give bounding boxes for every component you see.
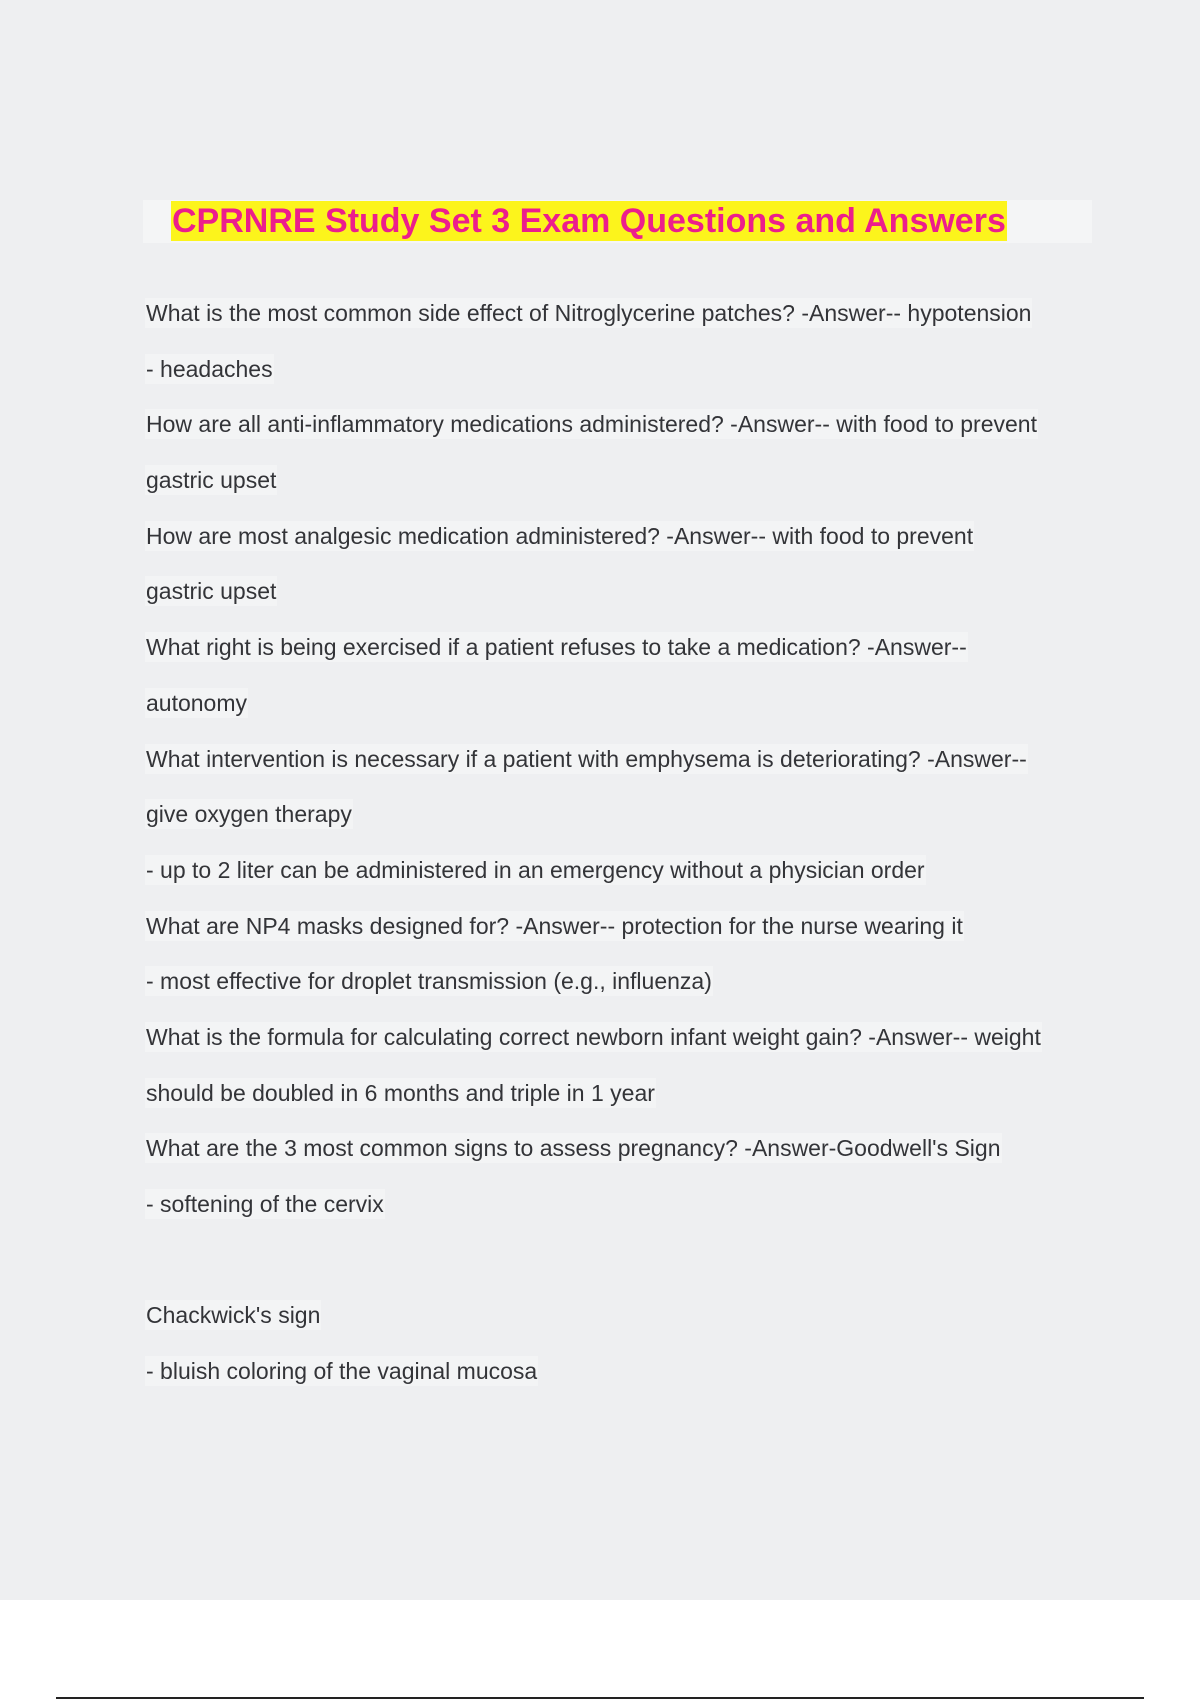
line-text: Chackwick's sign: [146, 1302, 321, 1329]
line-text: give oxygen therapy: [146, 801, 352, 828]
line-text: gastric upset: [146, 467, 277, 494]
text-line: [145, 1129, 1095, 1185]
text-line: [145, 962, 1095, 1018]
line-text: - softening of the cervix: [146, 1191, 384, 1217]
footer-divider: [56, 1697, 1144, 1699]
line-text: gastric upset: [146, 578, 277, 605]
text-line: [145, 1074, 1095, 1130]
text-line: [145, 1018, 1095, 1074]
line-text: How are most analgesic medication administered? -Answer-- with food to prevent: [146, 522, 974, 549]
text-line: [145, 684, 1095, 740]
text-line: [145, 350, 1095, 406]
text-line: [145, 517, 1095, 573]
line-text: should be doubled in 6 months and triple in 1 year: [146, 1079, 655, 1106]
text-line: [145, 461, 1095, 517]
line-text: - up to 2 liter can be administered in an emergency without a physician order: [146, 856, 925, 883]
line-text: What right is being exercised if a patient refuses to take a medication? -Answer--: [146, 634, 967, 661]
text-line: [145, 851, 1095, 907]
blank-line: [145, 1241, 1095, 1297]
line-text: What is the formula for calculating correct newborn infant weight gain? -Answer-- weight: [146, 1023, 1041, 1050]
line-text: - most effective for droplet transmission (e.g., influenza): [146, 968, 712, 995]
text-line: [145, 1185, 1095, 1241]
line-text: What are NP4 masks designed for? -Answer-- protection for the nurse wearing it: [146, 912, 963, 939]
text-line: [145, 628, 1095, 684]
text-line: [145, 1352, 1095, 1408]
line-text: What are the 3 most common signs to assess pregnancy? -Answer-Goodwell's Sign: [146, 1135, 1001, 1162]
text-line: [145, 405, 1095, 461]
text-line: [145, 1296, 1095, 1352]
line-text: - bluish coloring of the vaginal mucosa: [146, 1358, 538, 1385]
text-line: [145, 572, 1095, 628]
text-line: [145, 907, 1095, 963]
line-text: What intervention is necessary if a patient with emphysema is deteriorating? -Answer--: [146, 745, 1027, 772]
document-title: CPRNRE Study Set 3 Exam Questions and Answers: [172, 202, 1006, 240]
line-text: What is the most common side effect of Nitroglycerine patches? -Answer-- hypotension: [146, 300, 1032, 326]
qa-list: [145, 294, 1095, 1408]
text-line: [145, 294, 1095, 350]
line-text: How are all anti-inflammatory medications administered? -Answer-- with food to prevent: [146, 411, 1037, 438]
text-line: [145, 795, 1095, 851]
line-text: autonomy: [146, 689, 248, 716]
text-line: [145, 740, 1095, 796]
line-text: - headaches: [146, 355, 273, 382]
